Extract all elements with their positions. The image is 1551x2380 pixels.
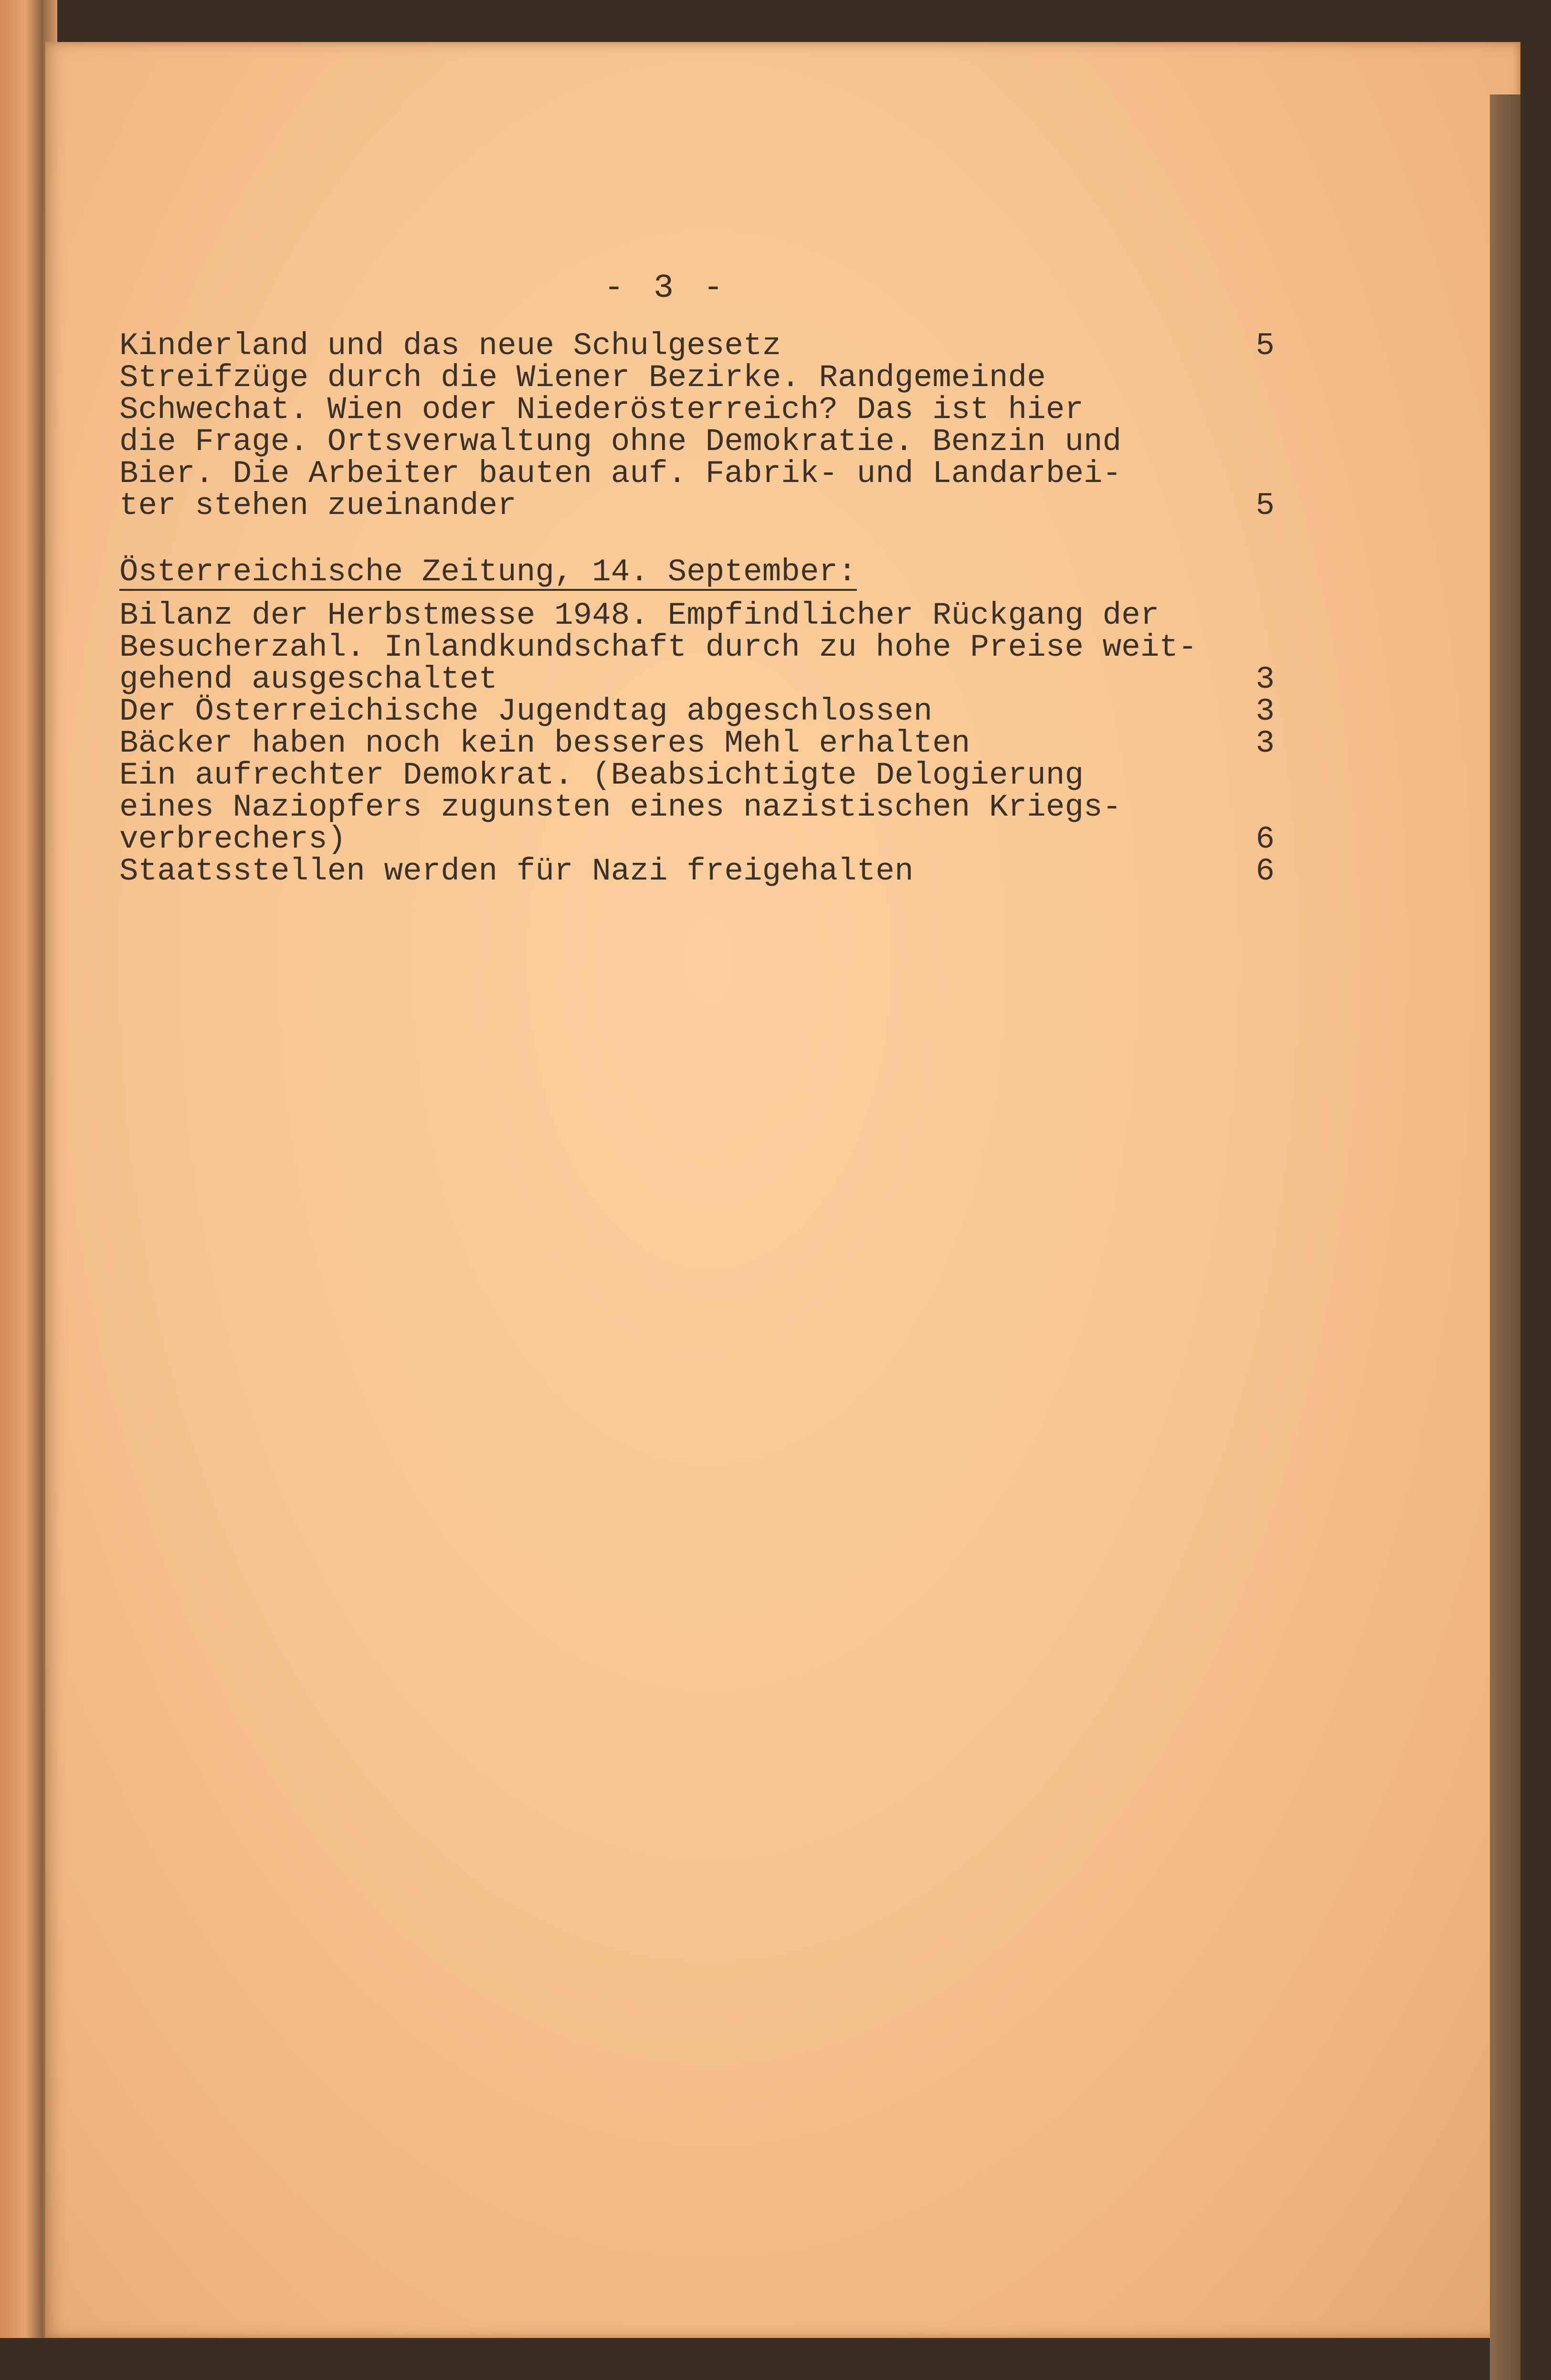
- toc-entry-page: 6: [1256, 821, 1275, 857]
- toc-entry: [119, 599, 1275, 695]
- left-page-edge: [0, 0, 43, 2338]
- toc-entry-title: Der Österreichische Jugendtag abgeschlossen: [119, 693, 933, 729]
- toc-entry: [119, 330, 1275, 362]
- toc-entry-title: Bäcker haben noch kein besseres Mehl erhalten: [119, 725, 971, 761]
- toc-entry-page: 6: [1256, 853, 1275, 889]
- section-heading: Österreichische Zeitung, 14. September:: [119, 554, 857, 590]
- page-number: - 3 -: [604, 270, 728, 307]
- toc-entry-title: Kinderland und das neue Schulgesetz: [119, 328, 781, 364]
- toc-entry-page: 3: [1256, 693, 1275, 729]
- toc-entry-title: Staatsstellen werden für Nazi freigehalten: [119, 853, 914, 889]
- toc-entry: [119, 855, 1275, 887]
- toc-entry-page: 3: [1256, 661, 1275, 697]
- toc-entry-page: 5: [1256, 488, 1275, 524]
- toc-entry-title: Ein aufrechter Demokrat. (Beabsichtigte Delogierung eines Naziopfers zugunsten eines nazistischen Kriegs- verbrechers): [119, 757, 1122, 857]
- toc-entry-page: 3: [1256, 725, 1275, 761]
- toc-entry-title: Bilanz der Herbstmesse 1948. Empfindlicher Rückgang der Besucherzahl. Inlandkundschaft durch zu hohe Preise weit- gehend ausgeschaltet: [119, 598, 1197, 697]
- toc-entry: [119, 695, 1275, 727]
- toc-entry-title: Streifzüge durch die Wiener Bezirke. Randgemeinde Schwechat. Wien oder Niederösterreich? Das ist hier die Frage. Ortsverwaltung ohne Demokratie. Benzin und Bier. Die Arbeiter bauten auf. Fabrik- und Landarbei- ter stehen zueinander: [119, 360, 1122, 524]
- toc-entry: [119, 362, 1275, 522]
- table-of-contents: [119, 284, 1275, 887]
- toc-entry-page: 5: [1256, 328, 1275, 364]
- page-edge-shadow: [1490, 94, 1520, 2380]
- toc-entry: [119, 759, 1275, 855]
- toc-entry: [119, 727, 1275, 759]
